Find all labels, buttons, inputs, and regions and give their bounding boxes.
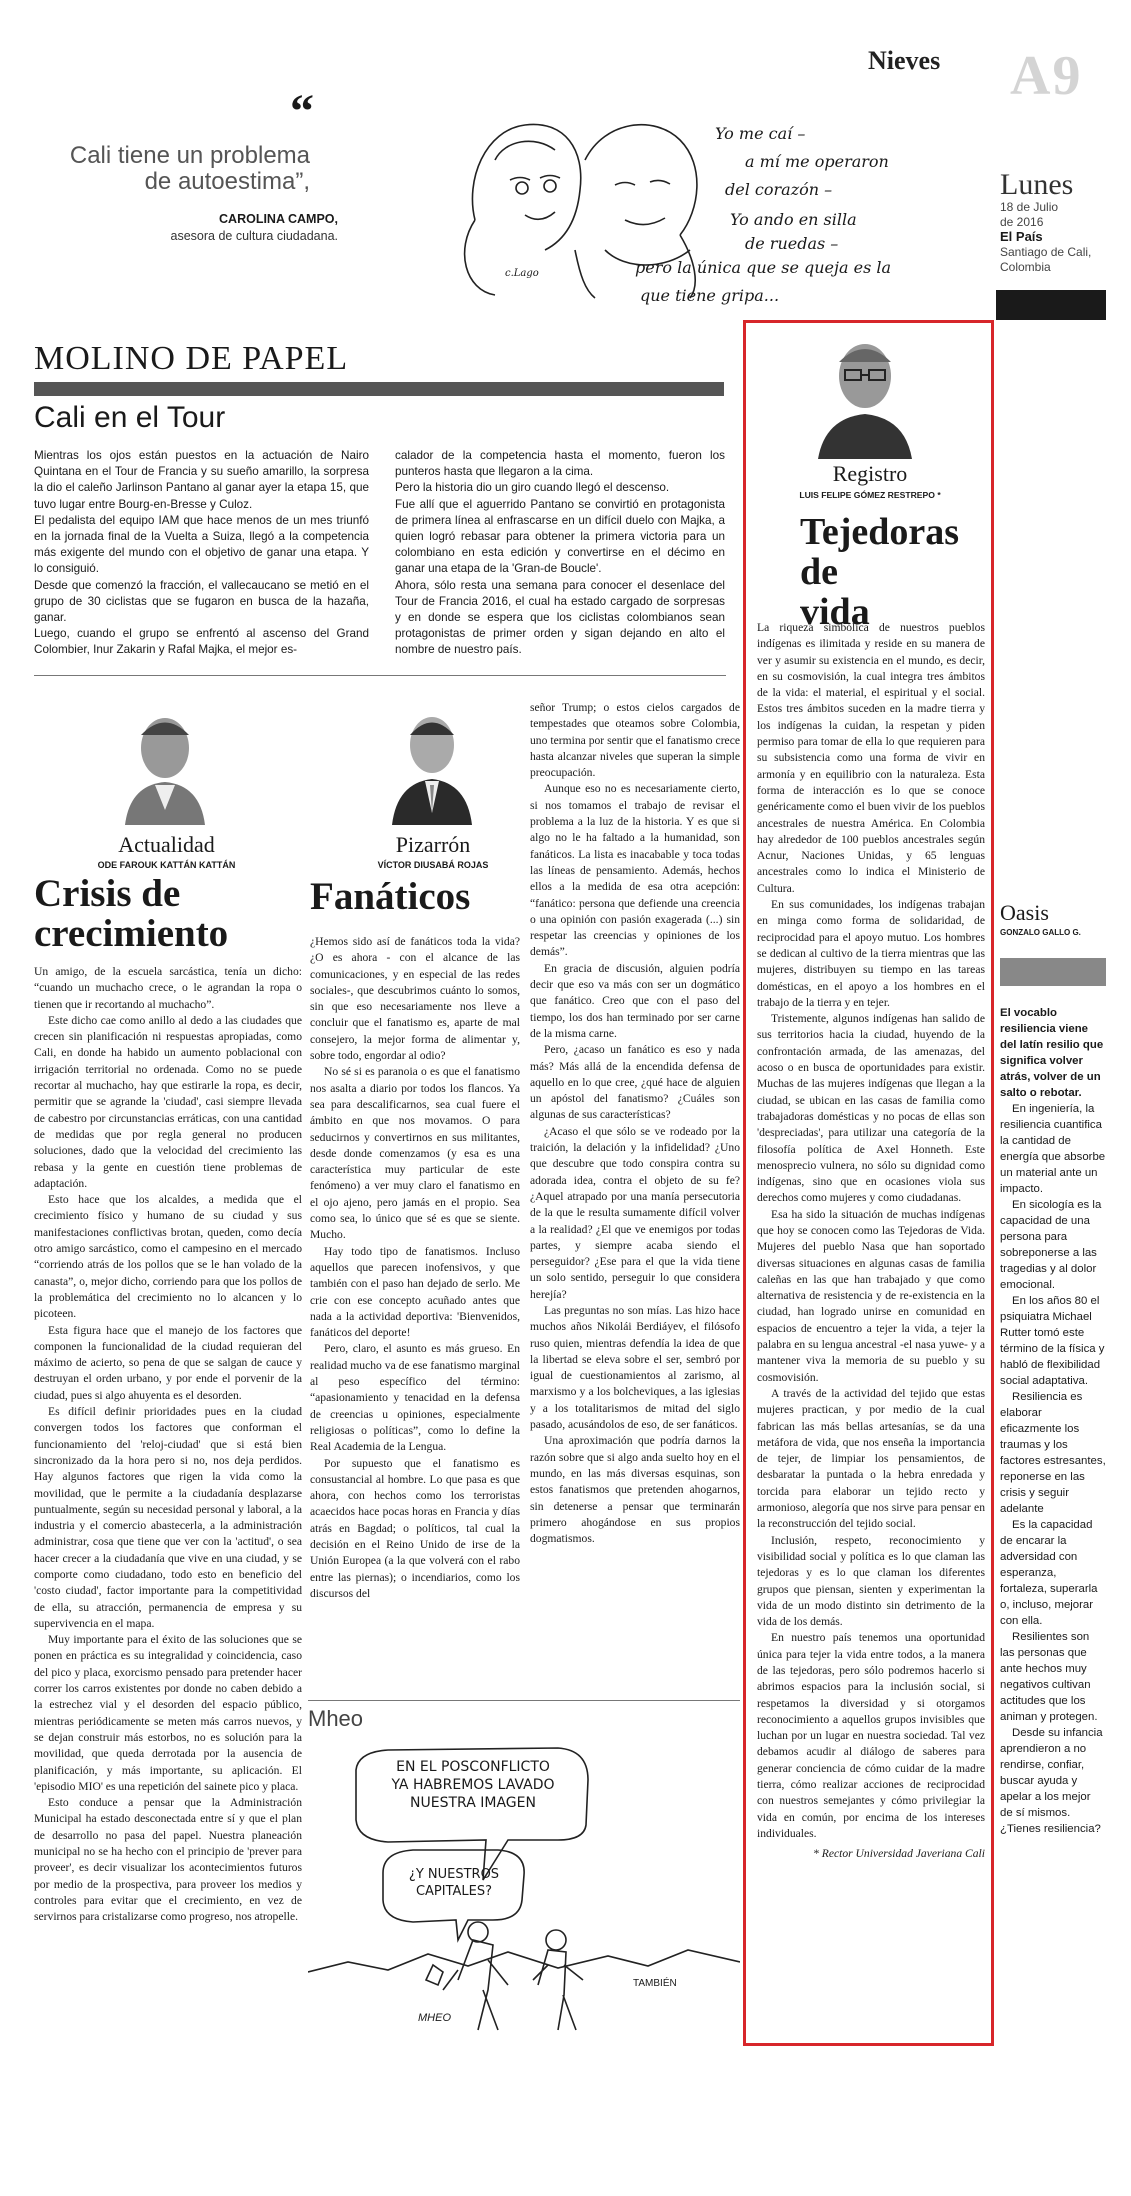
paragraph: Aunque eso no es necesariamente cierto, si nos tomamos el trabajo de revisar el problema a la luz de la historia. Y es que si algo no le ha faltado a la humanidad, son fanáticos. La lista es inacabable y toca todas las líneas de pensamiento. Además, hechos ellos a la medida de esa otra acepción: “fanático: persona que defiende una creencia o una opinión con pasión exagerada (...) sin respetar las creencias y opiniones de los demás”.	[530, 782, 740, 959]
paragraph: En los años 80 el psiquiatra Michael Rutter tomó este término de la física y habló de flexibilidad social adaptativa.	[1000, 1295, 1105, 1387]
cartoon-signature: c.Lago	[505, 268, 539, 279]
mheo-tag: TAMBIÉN	[633, 1978, 677, 1989]
oasis-lead: El vocablo resiliencia viene del latín resilio que significa volver atrás, volver de un salto o rebotar.	[1000, 1007, 1104, 1099]
cartoon-line-7: que tiene gripa...	[640, 286, 780, 305]
paragraph: En sicología es la capacidad de una persona para sobreponerse a las tragedias y al dolor emocional.	[1000, 1199, 1102, 1291]
oasis-bar	[1000, 958, 1106, 986]
pizarron-author: VÍCTOR DIUSABÁ ROJAS	[377, 860, 489, 870]
paragraph: En sus comunidades, los indígenas trabajan en minga como forma de solidaridad, de reciprocidad para el apoyo mutuo. Los hombres se dedican al cultivo de la tierra mientras que las mujeres, distribuyen su tiempo en las tareas domésticas, en el apoyo a los hombres en el trabajo de la tierra y en tejer.	[757, 898, 985, 1009]
paragraph: Esto conduce a pensar que la Administración Municipal ha estado desconectada entre sí y que el plan de desarrollo no pasa del papel. Nuestra planeación municipal no se ha hecho con el principio de 'prever para proveer', es decir visualizar los acontecimientos futuros por medio de la prospectiva, para proveer los medios y controles para evitar que el crecimiento, en vez de servirnos para cristalizarse como progreso, nos atropelle.	[34, 1796, 302, 1924]
place: Santiago de Cali, Colombia	[1000, 245, 1092, 274]
mheo-bubble-2: ¿Y NUESTROS CAPITALES?	[408, 1867, 500, 1899]
paragraph: Por supuesto que el fanatismo es consustancial al hombre. Lo que pasa es que ahora, con hechos como los terroristas acaecidos hace pocas horas en Francia y días atrás en Bagdad; o políticos, tal cual la decisión en el Reino Unido de irse de la Unión Europea (a la que volverá con el rabo entre las piernas); o incendiarios, como los discursos del	[310, 1456, 520, 1600]
quote-role: asesora de cultura ciudadana.	[170, 229, 338, 243]
pizarron-body	[310, 934, 520, 1602]
paragraph: Esto hace que los alcaldes, a medida que el crecimiento físico y humano de su ciudad y sus manifestaciones conflictivas brotan, queden, como decía otro amigo sarcástico, como el campesino en el mercado “corriendo atrás de los pollos que se le han volado de la canasta”, o, mejor dicho, corriendo para que los pollos de la problemática del crecimiento no lo alcancen y lo picoteen.	[34, 1193, 302, 1321]
quote-text: Cali tiene un problema de autoestima”,	[69, 142, 310, 195]
paragraph: ¿Hemos sido así de fanáticos toda la vida? ¿O es ahora - con el alcance de las comunicaciones, y en especial de las redes sociales-, que descubrimos cuánto lo somos, sin que eso necesariamente nos lleve a concluir que el fanatismo es, aparte de mal consejero, la mejor forma de alimentar y, sobre todo, engordar al odio?	[310, 935, 520, 1063]
paragraph: Esa ha sido la situación de muchas indígenas que hoy se conocen como las Tejedoras de Vida. Mujeres del pueblo Nasa que han soportado diversas situaciones en algunas casas de familia caleñas en las que han trabajado y que como alternativa de resistencia y de re-existencia en la ciudad, han logrado unirse en comunidad en espacios de encuentro a tejer la vida, a tejer la palabra en su lengua ancestral -el nasa yuwe- y a mantener viva la memoria de su pueblo y su cosmovisión.	[757, 1207, 985, 1384]
mheo-signature: MHEO	[418, 2012, 451, 2024]
date: 18 de Julio de 2016	[1000, 200, 1059, 229]
weekday: Lunes	[1000, 168, 1074, 201]
cartoon-line-2: a mí me operaron	[745, 152, 889, 171]
mheo-title: Mheo	[308, 1706, 364, 1731]
paragraph: En nuestro país tenemos una oportunidad única para tejer la vida entre todos, a la manera de las tejedoras, pero sólo podremos hacerlo si abrimos espacios para la inclusión social, si respetamos la diversidad y si otorgamos reconocimiento a aquellos grupos invisibles que luchan por un lugar en nuestra sociedad. Tal vez debamos acudir al diálogo de saberes para generar conciencia de cómo cuidar de la madre tierra, cómo realizar acciones de reciprocidad con nuestros semejantes y cómo privilegiar la vida en común, por encima de los intereses individuales.	[757, 1631, 985, 1840]
paragraph: Una aproximación que podría darnos la razón sobre que si algo anda suelto hoy en el mundo, en las más diversas esquinas, son estos fanatismos que pretenden ahogarnos, sin detenerse a pensar que terminarán primero ahogándose en sus propios dogmatismos.	[530, 1434, 740, 1546]
cartoon-line-6: pero la única que se queja es la	[635, 258, 892, 277]
divider	[34, 675, 726, 676]
pizarron-section: Pizarrón	[395, 832, 471, 857]
oasis-author: GONZALO GALLO G.	[1000, 928, 1081, 937]
paragraph: Esta figura hace que el manejo de los factores que componen la funcionalidad de la ciudad requieran del máximo de acierto, so pena de que se salgan de cauce y destruyan el orden urbano, y por ende el porvenir de la ciudad, pues si algo ahuyenta es el desorden.	[34, 1323, 302, 1402]
author-photo-gomez	[810, 326, 920, 459]
paragraph: Tristemente, algunos indígenas han salido de sus territorios hacia la ciudad, huyendo de la confrontación armada, de las amenazas, del acoso o en busca de oportunidades para existir. Muchas de las mujeres indígenas que llegan a la ciudad, se ubican en las casas de familia como trabajadoras domésticas y no pocas de ellas son 'despreciadas', para utilizar una categoría de la filosofía política de Axel Honneth. Este menosprecio vulnera, no sólo su dignidad como indígenas, sino que en ocasiones viola sus derechos como mujeres y como ciudadanas.	[757, 1012, 985, 1205]
cartoon-line-4: Yo ando en silla	[730, 210, 857, 229]
paragraph: Desde su infancia aprendieron a no rendirse, confiar, buscar ayuda y apelar a los mejor de sí mismos. ¿Tienes resiliencia?	[1000, 1727, 1103, 1835]
paragraph: Un amigo, de la escuela sarcástica, tenía un dicho: “cuando un muchacho crece, o le agrandan la ropa o tienen que ir recortando al muchacho”.	[34, 965, 302, 1011]
quote-mark: “	[290, 85, 314, 138]
mheo-rule	[308, 1700, 740, 1701]
paper-name: El País	[1000, 229, 1043, 244]
actualidad-section: Actualidad	[118, 832, 215, 857]
paragraph: Resilientes son las personas que ante hechos muy negativos cultivan actitudes que los animan y protegen.	[1000, 1631, 1098, 1723]
mheo-cartoon	[308, 1740, 740, 2035]
paragraph: Inclusión, respeto, reconocimiento y visibilidad social y política es lo que claman las tejedoras y es lo que claman los diferentes grupos que piensan, sienten y experimentan la vida de un modo distinto sin detrimento de la vida de los demás.	[757, 1533, 985, 1629]
cartoon-line-3: del corazón –	[725, 180, 833, 199]
portrait-icon	[810, 326, 920, 459]
mheo-bubble-1: EN EL POSCONFLICTO YA HABREMOS LAVADO NUESTRA IMAGEN	[391, 1759, 555, 1811]
quote-author: CAROLINA CAMPO,	[219, 212, 338, 226]
paragraph: ¿Acaso el que sólo se ve rodeado por la traición, la delación y la infidelidad? ¿Uno que descubre que todo conspira contra su adorada idea, contra el objeto de su fe? ¿Aquel atrapado por una manía persecutoria de la que le resulta sumamente difícil volver a la realidad? ¿El que ve enemigos por todas partes, y siempre acaba siendo el perseguidor? ¿Ese para el que la vida tiene un solo sentido, perseguir lo que considera herejía?	[530, 1124, 740, 1301]
portrait-icon	[120, 700, 210, 825]
cartoon-line-5: de ruedas –	[745, 234, 839, 253]
author-photo-diusaba	[387, 695, 477, 825]
page-number: A9	[1010, 45, 1083, 107]
author-photo-kattan	[120, 700, 210, 825]
actualidad-body	[34, 964, 302, 1926]
molino-section-title: MOLINO DE PAPEL	[34, 340, 349, 377]
paragraph: En gracia de discusión, alguien podría decir que eso va más con ser un dogmático que fanático. Creo que con el paso del tiempo, los dos han terminado por ser carne de la misma carne.	[530, 961, 740, 1040]
paragraph: Resiliencia es elaborar eficazmente los traumas y los factores estresantes, reponerse en las crisis y seguir adelante	[1000, 1391, 1106, 1515]
paragraph: A través de la actividad del tejido que estas mujeres practican, y por medio de la cual fabrican las más bellas artesanías, se da una metáfora de vida, que nos enseña la importancia de tejer, de limpiar los pensamientos, de desbaratar la puntada o la hebra enredada y torcida para elaborar un tejido recto y armonioso, alegoría que nos sirve para pensar en la reconstrucción del tejido social.	[757, 1386, 985, 1531]
fanaticos-continued	[530, 700, 740, 1547]
paragraph: Es la capacidad de encarar la adversidad con esperanza, fortaleza, superarla o, incluso, mejorar con ella.	[1000, 1519, 1098, 1627]
paragraph: señor Trump; o estos cielos cargados de tempestades que oteamos sobre Colombia, uno termina por sentir que el fanatismo crece hasta alcanzar niveles que superan la simple preocupación.	[530, 701, 740, 780]
portrait-icon	[387, 695, 477, 825]
molino-col-1: Mientras los ojos están puestos en la actuación de Nairo Quintana en el Tour de Francia y su sueño amarillo, la sorpresa la dio el caleño Jarlinson Pantano al ganar ayer la etapa 15, que tuvo lugar entre Bourg-en-Bresse y Culoz. El pedalista del equipo IAM que hace menos de un mes triunfó en la jornada final de la Vuelta a Suiza, llegó a la competencia más exigente del mundo con el objetivo de ganar una etapa. Y lo consiguió. Desde que comenzó la fracción, el vallecaucano se metió en el grupo de 30 ciclistas que se fugaron en busca de la hazaña, ganar. Luego, cuando el grupo se enfrentó al ascenso del Grand Colombier, Inur Zakarin y Rafal Majka, el mejor es-	[34, 449, 369, 657]
paragraph: Las preguntas no son mías. Las hizo hace muchos años Nikolái Berdiáyev, el filósofo ruso quien, mientras defendía la idea de que la libertad se eleva sobre el ser, sembró por igual de cuestionamientos al zarismo, al marxismo y a los bolcheviques, a las iglesias y a los totalitarismos de mitad del siglo pasado, acusándolos de eso, de ser fanáticos.	[530, 1303, 740, 1432]
paragraph: Pero, ¿acaso un fanático es eso y nada más? Más allá de la encendida defensa de aquello en lo que cree, ¿qué hace de alguien un apóstol del fanatismo? ¿Cuáles son algunas de sus características?	[530, 1043, 740, 1122]
paragraph: Hay todo tipo de fanatismos. Incluso aquellos que parecen inofensivos, y que también con el paso han dejado de serlo. Me crie con ese concepto acuñado antes que nada a la actividad deportiva: 'Bienvenidos, fanáticos del deporte!	[310, 1244, 520, 1340]
paragraph: Este dicho cae como anillo al dedo a las ciudades que crecen sin planificación ni respuestas apropiadas, como Cali, en donde ha habido un aumento poblacional con irrigación territorial no ordenada. Como no se puede recortar al muchacho, hay que estirarle la ropa, es decir, permitir que se agrande la 'ciudad', casi siempre llevada de cabestro por circunstancias erráticas, con una cantidad de medidas que por regla general no producen soluciones, dado que la velocidad del crecimiento las rebasa y la gente en cuestión tiene problemas de adaptación.	[34, 1013, 302, 1190]
paragraph: La riqueza simbólica de nuestros pueblos indígenas es ilimitada y reside en su manera de ver y asumir su existencia en el mundo, es decir, en su cosmovisión, la cual integra tres ámbitos de la vida: el material, el espiritual y el social. Estos tres ámbitos suceden en la madre tierra y los indígenas la cuidan, la respetan y piden permiso para tomar de ella lo que requieren para su subsistencia como una forma de vivir en armonía y en equilibrio con la naturaleza. Esta forma de interacción es lo que se conoce genéricamente como el buen vivir de los pueblos ancestrales de nuestra América. En Colombia hay alrededor de 100 pueblos ancestrales según Acnur, Naciones Unidas, y 65 lenguas ancestrales como lo indica el Ministerio de Cultura.	[757, 621, 985, 895]
molino-headline: Cali en el Tour	[34, 401, 226, 434]
paragraph: Es difícil definir prioridades pues en la ciudad convergen todos los factores que conforman el funcionamiento del 'reloj-ciudad' que si está bien sincronizado da la hora pero si no, nos deja perdidos. Hay algunos factores que rigen la vida como la movilidad, que le permite a la ciudadanía desplazarse puntualmente, según su necesidad personal y laboral, a la industria y el comercio abastecerla, a la administración administrar, cosa que tiene que ver con la 'actitud', o sea hacer crecer a la ciudadanía que vive en una ciudad, y se comporte como ciudadano, todo esto en beneficio del 'costo ciudad', factor importante para la competitividad de ella, su atracción, permanencia de empresa y su supervivencia en el mapa.	[34, 1405, 302, 1630]
registro-headline: Tejedoras de vida	[800, 511, 960, 633]
header-bar	[996, 290, 1106, 320]
oasis-body	[1000, 1005, 1106, 1837]
paragraph: Pero, claro, el asunto es más grueso. En realidad mucho va de ese fanatismo marginal al peso específico del término: “apasionamiento y tenacidad en la defensa de creencias u opiniones, especialmente religiosas o políticas”, como lo define la Real Academia de la Lengua.	[310, 1342, 520, 1454]
paragraph: No sé si es paranoia o es que el fanatismo nos asalta a diario por todos los flancos. Ya sea para descalificarnos, sea cual fuere el ámbito en que nos movamos. O para seducirnos y convertirnos en sus militantes, desde donde comenzamos (y esa es una característica muy particular de este fenómeno) a ver muy claro el fanatismo en el ojo ajeno, pero jamás en el propio. Sea como sea, lo único que sé es que se siente. Mucho.	[310, 1065, 520, 1242]
registro-section: Registro	[832, 461, 908, 486]
actualidad-headline: Crisis de crecimiento	[34, 872, 229, 955]
molino-rule	[34, 382, 724, 396]
registro-footnote: * Rector Universidad Javeriana Cali	[813, 1847, 985, 1861]
registro-author: LUIS FELIPE GÓMEZ RESTREPO *	[799, 490, 941, 500]
section-name: Nieves	[868, 46, 941, 75]
cartoon-line-1: Yo me caí –	[715, 124, 806, 143]
paragraph: Muy importante para el éxito de las soluciones que se ponen en práctica es su integralidad y coincidencia, caso del pico y placa, exorcismo pensado para pretender hacer correr los carros existentes por donde no caben debido a la estrechez vial y el desorden del espacio público, mientras periódicamente se meten más carros nuevos, y se dejan construir más estorbos, no es solución para la movilidad, que queda derrotada por la ausencia de planificación, y más importante, su aplicación. El 'episodio MIO' es una repetición del sainete pico y placa.	[34, 1633, 302, 1793]
pizarron-headline: Fanáticos	[310, 875, 471, 918]
actualidad-author: ODE FAROUK KATTÁN KATTÁN	[97, 860, 236, 870]
oasis-section: Oasis	[1000, 900, 1049, 925]
top-cartoon	[455, 100, 975, 315]
molino-col-2: calador de la competencia hasta el momento, fueron los punteros hasta que llegaron a la cima. Pero la historia dio un giro cuando llegó el descenso. Fue allí que el aguerrido Pantano se convirtió en protagonista de primera línea al enfrascarse en un difícil duelo con Majka, a quien logró rebasar para obtener la primera victoria para un colombiano en esta edición y convertirse en el décimo en ganar una etapa de la 'Gran-de Boucle'. Ahora, sólo resta una semana para conocer el desenlace del Tour de Francia 2016, el cual ha estado cargado de sorpresas y en donde se espera que los ciclistas colombianos sean protagonistas de primer orden y sigan dejando en alto el nombre de nuestro país.	[395, 449, 725, 657]
paragraph: En ingeniería, la resiliencia cuantifica la cantidad de energía que absorbe un material ante un impacto.	[1000, 1103, 1106, 1195]
registro-body	[757, 620, 985, 1863]
